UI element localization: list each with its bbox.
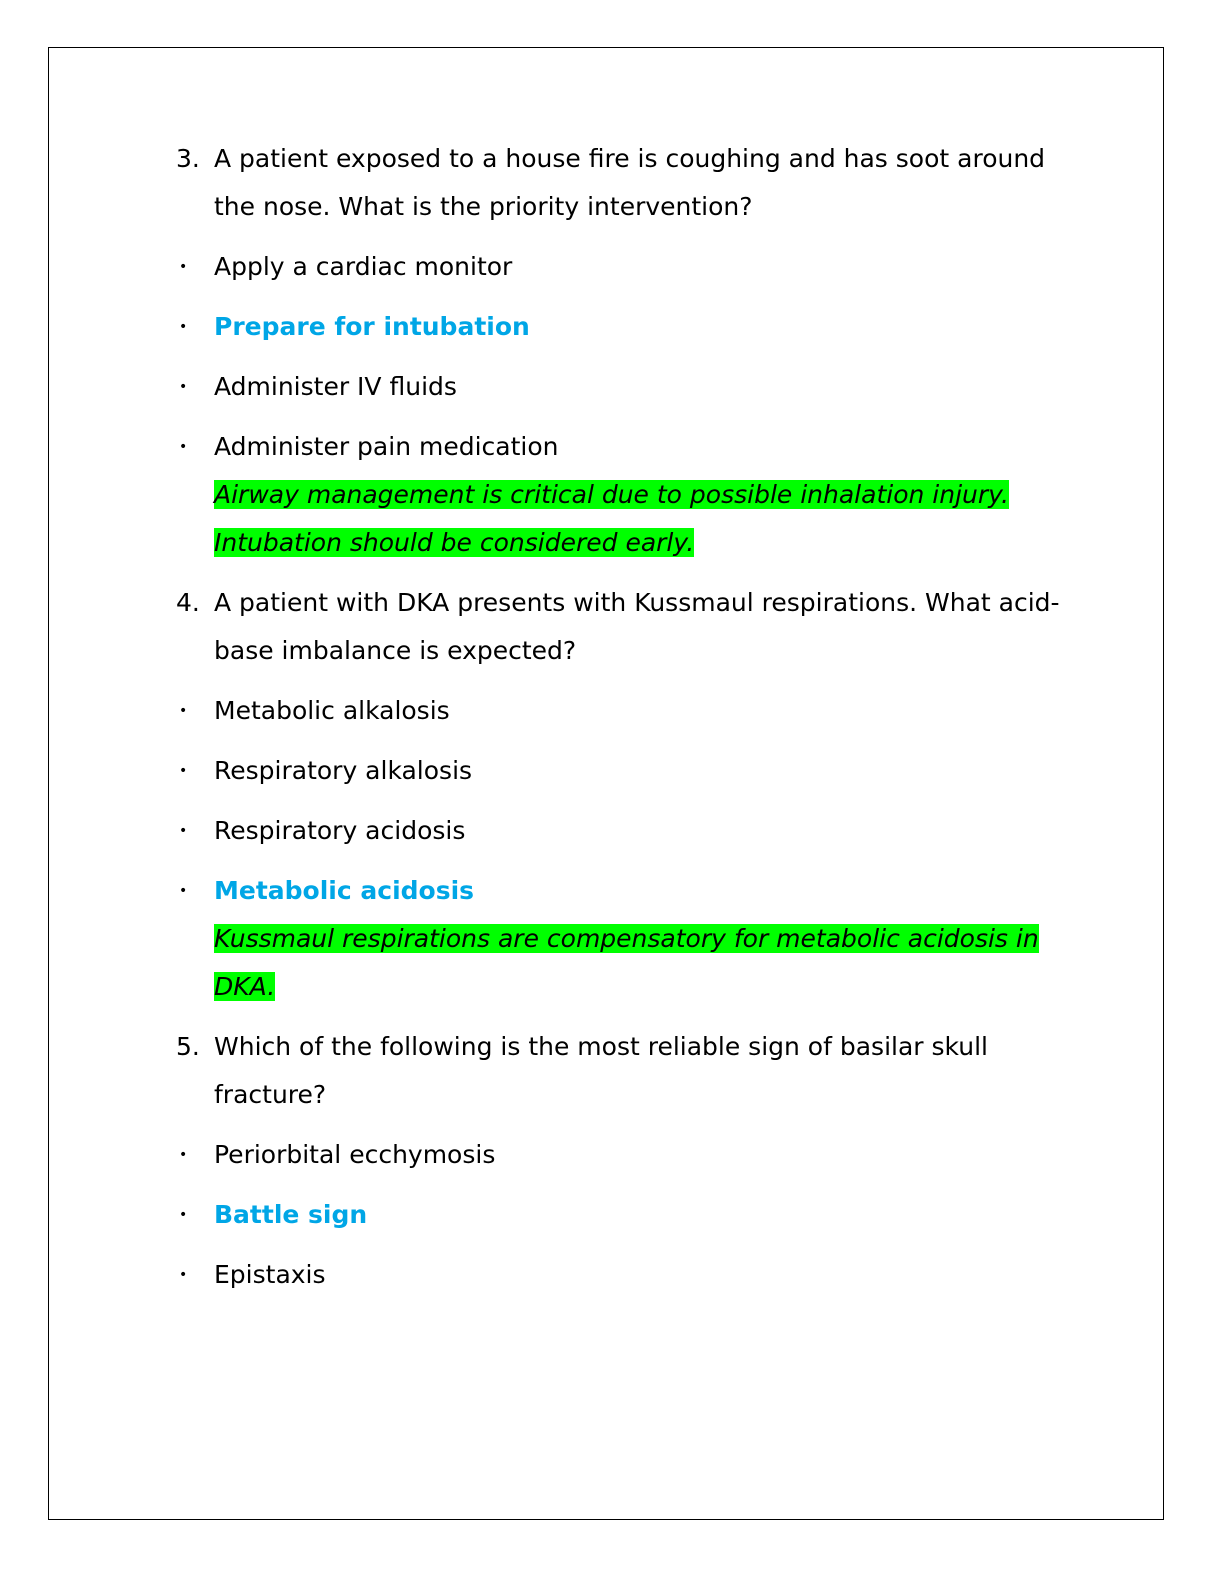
- option-text: Administer pain medication: [214, 432, 559, 461]
- bullet-icon: •: [179, 1147, 188, 1163]
- bullet-icon: •: [179, 1267, 188, 1283]
- bullet-icon: •: [179, 379, 188, 395]
- question-number: 4.: [176, 588, 200, 617]
- bullet-icon: •: [179, 883, 188, 899]
- option-text: Battle sign: [214, 1200, 368, 1229]
- bullet-icon: •: [179, 763, 188, 779]
- question-text: A patient exposed to a house fire is coughing and has soot around the nose. What is the priority intervention?: [214, 144, 1046, 221]
- question-4: [176, 579, 1076, 675]
- question-text: A patient with DKA presents with Kussmaul respirations. What acid-base imbalance is expected?: [214, 588, 1060, 665]
- rationale: [176, 471, 1076, 567]
- question-5: [176, 1023, 1076, 1119]
- option-text: Prepare for intubation: [214, 312, 530, 341]
- question-number: 5.: [176, 1032, 200, 1061]
- answer-option: [176, 807, 1076, 855]
- option-text: Respiratory alkalosis: [214, 756, 473, 785]
- bullet-icon: •: [179, 703, 188, 719]
- bullet-icon: •: [179, 823, 188, 839]
- document-content: [176, 135, 1076, 1299]
- option-text: Periorbital ecchymosis: [214, 1140, 496, 1169]
- answer-option: [176, 363, 1076, 411]
- question-3: [176, 135, 1076, 231]
- option-text: Metabolic alkalosis: [214, 696, 450, 725]
- answer-option: [176, 1131, 1076, 1179]
- option-text: Metabolic acidosis: [214, 876, 475, 905]
- option-text: Administer IV fluids: [214, 372, 457, 401]
- bullet-icon: •: [179, 259, 188, 275]
- answer-option: [176, 423, 1076, 471]
- bullet-icon: •: [179, 319, 188, 335]
- answer-option: [176, 243, 1076, 291]
- rationale: [176, 915, 1076, 1011]
- rationale-text: Airway management is critical due to possible inhalation injury. Intubation should be considered early.: [214, 480, 1009, 557]
- answer-option-correct: [176, 867, 1076, 915]
- question-text: Which of the following is the most reliable sign of basilar skull fracture?: [214, 1032, 988, 1109]
- bullet-icon: •: [179, 439, 188, 455]
- option-text: Epistaxis: [214, 1260, 326, 1289]
- answer-option-correct: [176, 1191, 1076, 1239]
- answer-option-correct: [176, 303, 1076, 351]
- option-text: Respiratory acidosis: [214, 816, 466, 845]
- option-text: Apply a cardiac monitor: [214, 252, 513, 281]
- answer-option: [176, 747, 1076, 795]
- question-number: 3.: [176, 144, 200, 173]
- answer-option: [176, 687, 1076, 735]
- rationale-text: Kussmaul respirations are compensatory for metabolic acidosis in DKA.: [214, 924, 1039, 1001]
- bullet-icon: •: [179, 1207, 188, 1223]
- answer-option: [176, 1251, 1076, 1299]
